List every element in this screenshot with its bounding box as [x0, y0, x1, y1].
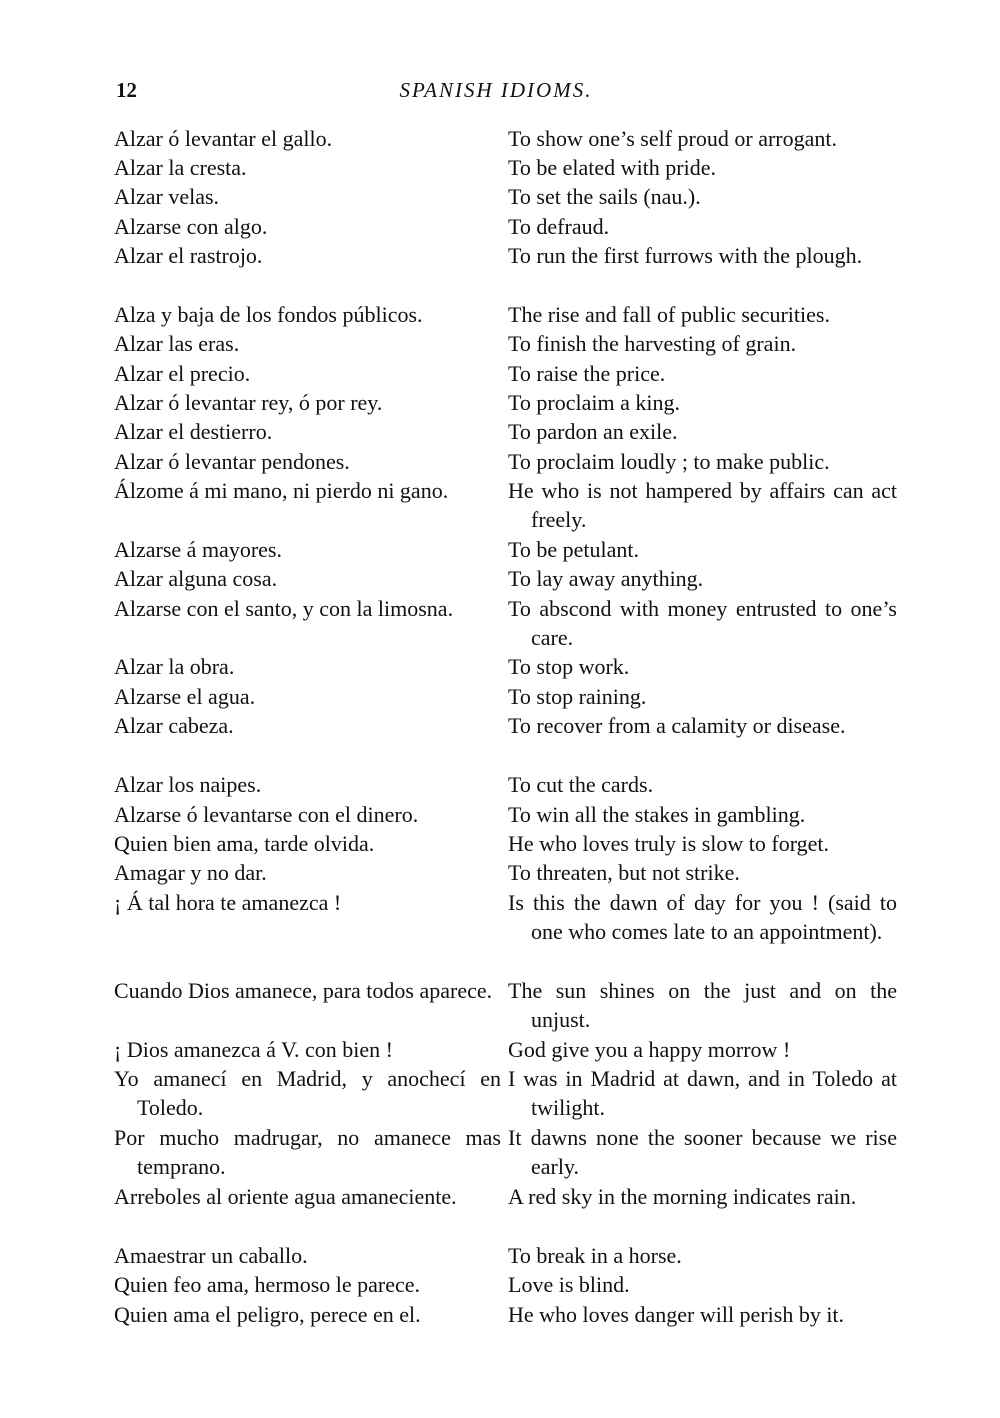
spanish-idiom: Yo amanecí en Madrid, y anochecí en Toledo.	[114, 1066, 501, 1121]
english-translation: To proclaim a king.	[508, 390, 680, 415]
spanish-idiom: Alzar velas.	[114, 184, 220, 209]
english-translation: To be elated with pride.	[508, 155, 717, 180]
english-translation: To abscond with money entrusted to one’s care.	[508, 596, 897, 651]
english-translation: To stop raining.	[508, 684, 647, 709]
english-translation: To lay away anything.	[508, 566, 704, 591]
spanish-idiom: Alzarse el agua.	[114, 684, 256, 709]
english-translation: To run the first furrows with the plough.	[508, 243, 863, 268]
spanish-idiom: Amaestrar un caballo.	[114, 1243, 308, 1268]
english-translation: It dawns none the sooner because we rise early.	[508, 1125, 897, 1180]
spanish-idiom: Arreboles al oriente agua amaneciente.	[114, 1184, 457, 1209]
english-translation: A red sky in the morning indicates rain.	[508, 1184, 857, 1209]
english-translation: To break in a horse.	[508, 1243, 682, 1268]
spanish-idiom: Cuando Dios amanece, para todos aparece.	[114, 978, 493, 1003]
spanish-idiom: Alzarse á mayores.	[114, 537, 282, 562]
english-translation: To finish the harvesting of grain.	[508, 331, 797, 356]
english-translation: The sun shines on the just and on the unjust.	[508, 978, 897, 1033]
running-title: SPANISH IDIOMS.	[399, 78, 593, 102]
spanish-idiom: Alzar ó levantar el gallo.	[114, 126, 333, 151]
spanish-idiom: Amagar y no dar.	[114, 860, 267, 885]
page-number: 12	[116, 78, 137, 102]
spanish-idiom: Alzar la cresta.	[114, 155, 247, 180]
spanish-idiom: Alzar las eras.	[114, 331, 240, 356]
english-translation: To win all the stakes in gambling.	[508, 802, 806, 827]
spanish-idiom: ¡ Á tal hora te amanezca !	[114, 890, 342, 915]
english-translation: God give you a happy morrow !	[508, 1037, 791, 1062]
spanish-idiom: Alzar alguna cosa.	[114, 566, 278, 591]
english-translation: He who loves danger will perish by it.	[508, 1302, 845, 1327]
spanish-idiom: Alzar ó levantar rey, ó por rey.	[114, 390, 383, 415]
english-translation: Is this the dawn of day for you ! (said to one who comes late to an appointment).	[508, 890, 897, 945]
spanish-idiom: Alzar cabeza.	[114, 713, 234, 738]
english-translation: He who loves truly is slow to forget.	[508, 831, 830, 856]
spanish-idiom: Alzarse con algo.	[114, 214, 268, 239]
english-translation: To proclaim loudly ; to make public.	[508, 449, 830, 474]
english-translation: The rise and fall of public securities.	[508, 302, 830, 327]
spanish-idiom: Por mucho madrugar, no amanece mas temprano.	[114, 1125, 501, 1180]
english-translation: To defraud.	[508, 214, 610, 239]
spanish-idiom: Alzar el rastrojo.	[114, 243, 263, 268]
spanish-idiom: Alzarse con el santo, y con la limosna.	[114, 596, 454, 621]
english-translation: To show one’s self proud or arrogant.	[508, 126, 838, 151]
english-translation: I was in Madrid at dawn, and in Toledo at twilight.	[508, 1066, 897, 1121]
english-translation: To stop work.	[508, 654, 630, 679]
spanish-idiom: Alzar el destierro.	[114, 419, 273, 444]
spanish-idiom: Alzarse ó levantarse con el dinero.	[114, 802, 419, 827]
english-translation: To recover from a calamity or disease.	[508, 713, 846, 738]
english-translation: To set the sails (nau.).	[508, 184, 701, 209]
english-translation: He who is not hampered by affairs can act freely.	[508, 478, 897, 533]
english-translation: Love is blind.	[508, 1272, 630, 1297]
spanish-idiom: ¡ Dios amanezca á V. con bien !	[114, 1037, 393, 1062]
spanish-idiom: Quien bien ama, tarde olvida.	[114, 831, 375, 856]
spanish-idiom: Alzar los naipes.	[114, 772, 262, 797]
english-translation: To pardon an exile.	[508, 419, 678, 444]
spanish-idiom: Alzar el precio.	[114, 361, 251, 386]
english-translation: To be petulant.	[508, 537, 640, 562]
spanish-idiom: Alzar ó levantar pendones.	[114, 449, 350, 474]
spanish-idiom: Alza y baja de los fondos públicos.	[114, 302, 423, 327]
english-translation: To threaten, but not strike.	[508, 860, 740, 885]
spanish-idiom: Quien ama el peligro, perece en el.	[114, 1302, 421, 1327]
page-header	[116, 78, 876, 108]
english-translation: To cut the cards.	[508, 772, 654, 797]
spanish-idiom: Alzar la obra.	[114, 654, 235, 679]
english-translation: To raise the price.	[508, 361, 666, 386]
spanish-idiom: Álzome á mi mano, ni pierdo ni gano.	[114, 478, 449, 503]
spanish-idiom: Quien feo ama, hermoso le parece.	[114, 1272, 421, 1297]
